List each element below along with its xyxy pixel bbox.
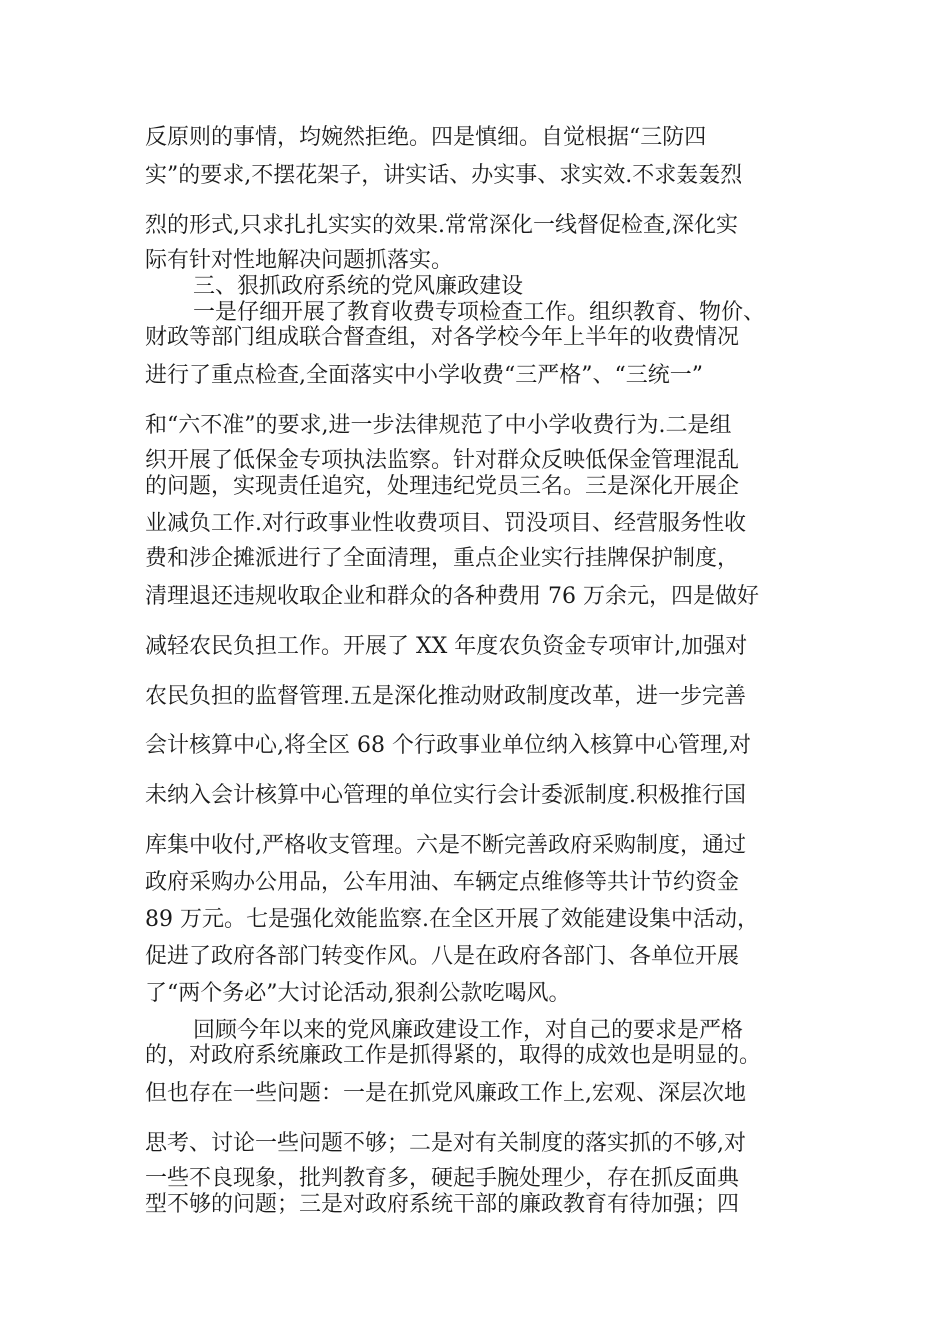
section-heading: 三、狠抓政府系统的党风廉政建设 — [193, 274, 524, 299]
text-line: 的问题，实现责任追究，处理违纪党员三名。三是深化开展企 — [145, 474, 740, 499]
text-line: 财政等部门组成联合督查组，对各学校今年上半年的收费情况 — [145, 325, 740, 350]
text-line: 思考、讨论一些问题不够；二是对有关制度的落实抓的不够,对 — [145, 1131, 746, 1156]
text-line: 进行了重点检查,全面落实中小学收费“三严格”、“三统一” — [145, 363, 703, 388]
paragraph-start: 一是仔细开展了教育收费专项检查工作。组织教育、物价、 — [193, 300, 766, 325]
text-line: 际有针对性地解决问题抓落实。 — [145, 248, 454, 273]
text-line: 未纳入会计核算中心管理的单位实行会计委派制度.积极推行国 — [145, 783, 746, 808]
text-line: 反原则的事情，均婉然拒绝。四是慎细。自觉根据“三防四 — [145, 125, 707, 150]
paragraph-start: 回顾今年以来的党风廉政建设工作，对自己的要求是严格 — [193, 1018, 744, 1043]
text-line: 减轻农民负担工作。开展了 XX 年度农负资金专项审计,加强对 — [145, 634, 748, 659]
text-line: 但也存在一些问题：一是在抓党风廉政工作上,宏观、深层次地 — [145, 1081, 746, 1106]
text-line: 农民负担的监督管理.五是深化推动财政制度改革，进一步完善 — [145, 684, 746, 709]
text-line: 会计核算中心,将全区 68 个行政事业单位纳入核算中心管理,对 — [145, 733, 751, 758]
text-line: 89 万元。七是强化效能监察.在全区开展了效能建设集中活动， — [145, 907, 759, 932]
text-line: 织开展了低保金专项执法监察。针对群众反映低保金管理混乱 — [145, 448, 740, 473]
text-line: 费和涉企摊派进行了全面清理，重点企业实行挂牌保护制度， — [145, 546, 740, 571]
text-line: 清理退还违规收取企业和群众的各种费用 76 万余元，四是做好 — [145, 584, 759, 609]
text-line: 一些不良现象，批判教育多，硬起手腕处理少，存在抓反面典 — [145, 1166, 740, 1191]
text-line: 政府采购办公用品，公车用油、车辆定点维修等共计节约资金 — [145, 870, 740, 895]
text-line: 实”的要求,不摆花架子，讲实话、办实事、求实效.不求轰轰烈 — [145, 163, 743, 188]
text-line: 库集中收付,严格收支管理。六是不断完善政府采购制度，通过 — [145, 833, 746, 858]
text-line: 促进了政府各部门转变作风。八是在政府各部门、各单位开展 — [145, 944, 740, 969]
text-line: 型不够的问题；三是对政府系统干部的廉政教育有待加强；四 — [145, 1192, 740, 1217]
text-line: 烈的形式,只求扎扎实实的效果.常常深化一线督促检查,深化实 — [145, 213, 738, 238]
text-line: 和“六不准”的要求,进一步法律规范了中小学收费行为.二是组 — [145, 413, 732, 438]
text-line: 业减负工作.对行政事业性收费项目、罚没项目、经营服务性收 — [145, 511, 746, 536]
text-line: 的，对政府系统廉政工作是抓得紧的，取得的成效也是明显的。 — [145, 1043, 762, 1068]
text-line: 了“两个务必”大讨论活动,狠刹公款吃喝风。 — [145, 981, 571, 1006]
